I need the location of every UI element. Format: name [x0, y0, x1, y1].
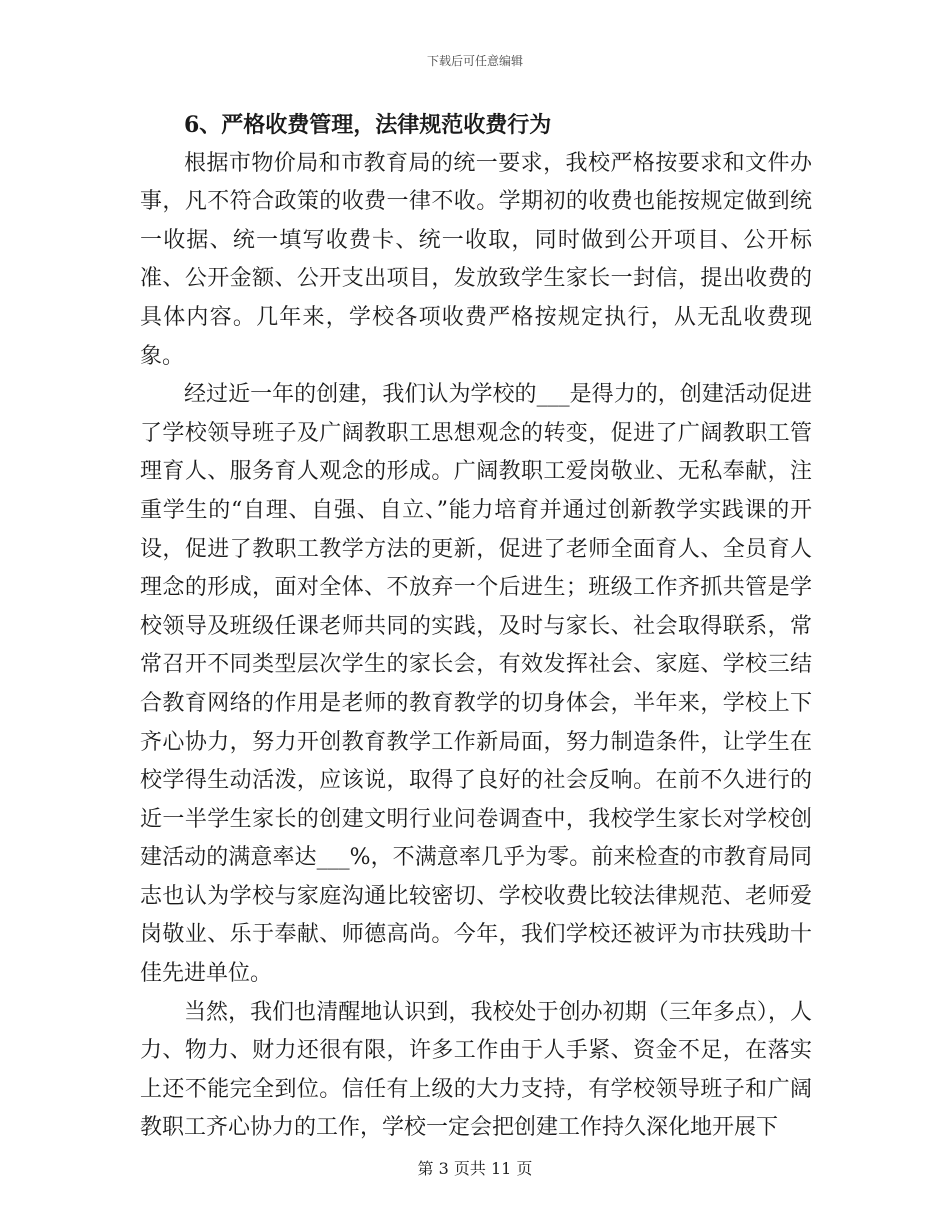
paragraph-2: 经过近一年的创建，我们认为学校的___是得力的，创建活动促进了学校领导班子及广阔教职工思想观念的转变，促进了广阔教职工管理育人、服务育人观念的形成。广阔教职工爱岗敬业、无私奉献，注重学生的“自理、自强、自立、”能力培育并通过创新教学实践课的开设，促进了教职工教学方法的更新，促进了老师全面育人、全员育人理念的形成，面对全体、不放弃一个后进生；班级工作齐抓共管是学校领导及班级任课老师共同的实践，及时与家长、社会取得联系，常常召开不同类型层次学生的家长会，有效发挥社会、家庭、学校三结合教育网络的作用是老师的教育教学的切身体会，半年来，学校上下齐心协力，努力开创教育教学工作新局面，努力制造条件，让学生在校学得生动活泼，应该说，取得了良好的社会反响。在前不久进行的近一半学生家长的创建文明行业问卷调查中，我校学生家长对学校创建活动的满意率达___%，不满意率几乎为零。前来检查的市教育局同志也认为学校与家庭沟通比较密切、学校收费比较法律规范、老师爱岗敬业、乐于奉献、师德高尚。今年，我们学校还被评为市扶残助十佳先进单位。	[140, 382, 812, 987]
page-header: 下载后可任意编辑	[426, 54, 523, 68]
document-body	[140, 106, 812, 1148]
paragraph-1: 根据市物价局和市教育局的统一要求，我校严格按要求和文件办事，凡不符合政策的收费一律不收。学期初的收费也能按规定做到统一收据、统一填写收费卡、统一收取，同时做到公开项目、公开标准、公开金额、公开支出项目，发放致学生家长一封信，提出收费的具体内容。几年来，学校各项收费严格按规定执行，从无乱收费现象。	[140, 150, 812, 369]
section-heading: 6、严格收费管理，法律规范收费行为	[184, 112, 552, 138]
paragraph-3: 当然，我们也清醒地认识到，我校处于创办初期（三年多点），人力、物力、财力还很有限，许多工作由于人手紧、资金不足，在落实上还不能完全到位。信任有上级的大力支持，有学校领导班子和广阔教职工齐心协力的工作，学校一定会把创建工作持久深化地开展下	[140, 999, 812, 1141]
page-footer: 第 3 页共 11 页	[417, 1159, 533, 1178]
